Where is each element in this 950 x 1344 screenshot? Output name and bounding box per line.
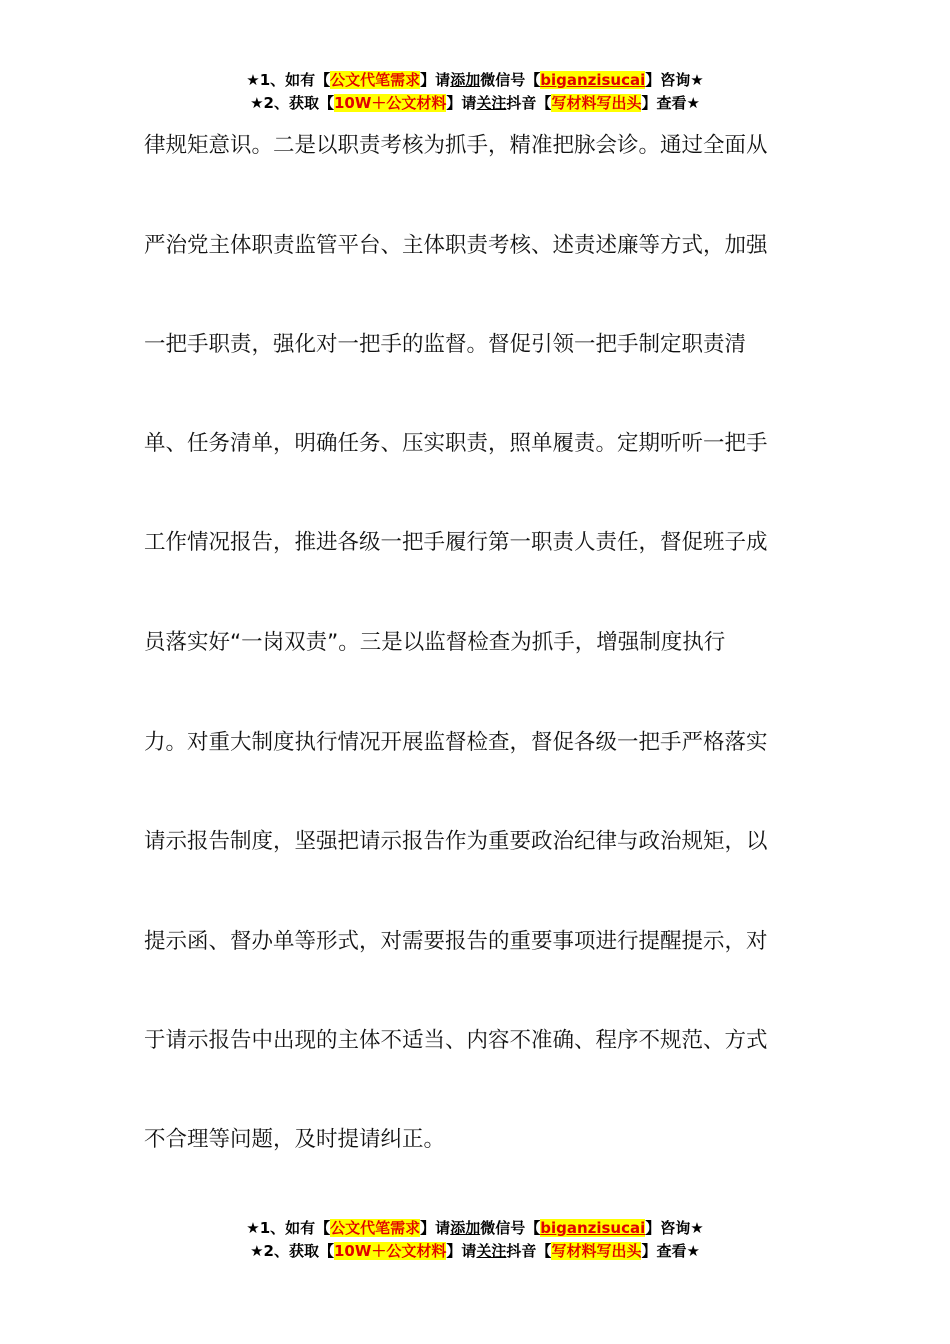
banner-text: 】请 xyxy=(420,71,451,89)
banner-text: 抖音【 xyxy=(506,1242,552,1260)
body-line: 力。对重大制度执行情况开展监督检查，督促各级一把手严格落实 xyxy=(144,730,768,755)
banner-text: 】咨询★ xyxy=(645,1219,704,1237)
banner-text: ★1、如有【 xyxy=(246,1219,331,1237)
body-line: 工作情况报告，推进各级一把手履行第一职责人责任，督促班子成 xyxy=(144,530,768,555)
body-line: 不合理等问题，及时提请纠正。 xyxy=(144,1127,446,1152)
body-line: 提示函、督办单等形式，对需要报告的重要事项进行提醒提示，对 xyxy=(144,929,768,954)
banner-wechat-id[interactable]: biganzisucai xyxy=(540,71,646,89)
banner-text: 】查看★ xyxy=(641,1242,700,1260)
body-line: 员落实好“一岗双责”。三是以监督检查为抓手，增强制度执行 xyxy=(144,630,726,655)
banner-underlined-text: 添加 xyxy=(450,1219,481,1237)
header-banner xyxy=(0,69,950,115)
banner-text: ★1、如有【 xyxy=(246,71,331,89)
banner-underlined-text: 关注 xyxy=(476,1242,507,1260)
banner-highlight-service: 公文代笔需求 xyxy=(330,71,421,89)
body-line: 请示报告制度，坚强把请示报告作为重要政治纪律与政治规矩，以 xyxy=(144,829,768,854)
header-banner-line-2 xyxy=(0,92,950,115)
banner-douyin-account: 写材料写出头 xyxy=(551,1242,642,1260)
banner-underlined-text: 添加 xyxy=(450,71,481,89)
banner-underlined-text: 关注 xyxy=(476,94,507,112)
banner-text: 】查看★ xyxy=(641,94,700,112)
banner-text: ★2、获取【 xyxy=(250,94,334,112)
body-line: 律规矩意识。二是以职责考核为抓手，精准把脉会诊。通过全面从 xyxy=(144,133,768,158)
banner-wechat-id[interactable]: biganzisucai xyxy=(540,1219,646,1237)
banner-text: ★2、获取【 xyxy=(250,1242,334,1260)
banner-text: 】请 xyxy=(446,1242,477,1260)
footer-banner-line-1 xyxy=(0,1217,950,1240)
banner-text: 】请 xyxy=(420,1219,451,1237)
banner-douyin-account: 写材料写出头 xyxy=(551,94,642,112)
body-line: 一把手职责，强化对一把手的监督。督促引领一把手制定职责清 xyxy=(144,332,747,357)
banner-highlight-service: 公文代笔需求 xyxy=(330,1219,421,1237)
banner-text: 微信号【 xyxy=(480,1219,541,1237)
footer-banner xyxy=(0,1217,950,1263)
banner-text: 抖音【 xyxy=(506,94,552,112)
banner-text: 】咨询★ xyxy=(645,71,704,89)
body-line: 于请示报告中出现的主体不适当、内容不准确、程序不规范、方式 xyxy=(144,1028,768,1053)
footer-banner-line-2 xyxy=(0,1240,950,1263)
header-banner-line-1 xyxy=(0,69,950,92)
banner-highlight-materials: 10W＋公文材料 xyxy=(333,1242,447,1260)
body-line: 严治党主体职责监管平台、主体职责考核、述责述廉等方式，加强 xyxy=(144,233,768,258)
banner-highlight-materials: 10W＋公文材料 xyxy=(333,94,447,112)
body-line: 单、任务清单，明确任务、压实职责，照单履责。定期听听一把手 xyxy=(144,431,768,456)
banner-text: 】请 xyxy=(446,94,477,112)
banner-text: 微信号【 xyxy=(480,71,541,89)
